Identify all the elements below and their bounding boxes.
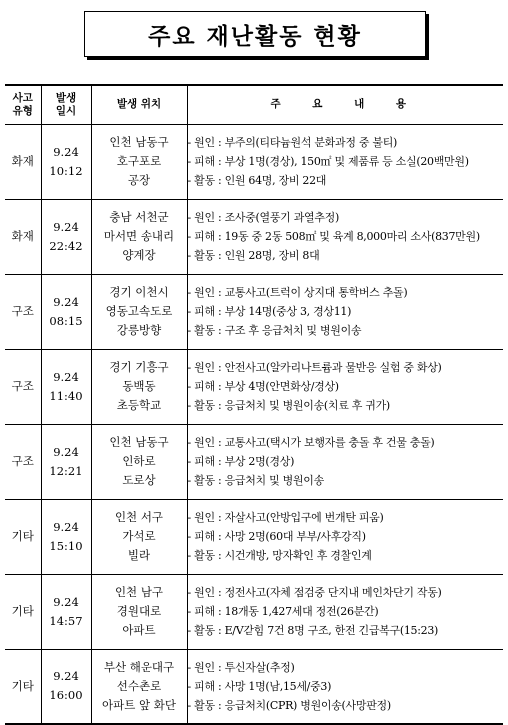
content-cell-line: - 활동 : 구조 후 응급처치 및 병원이송 [187,324,362,337]
location-cell-line: 인천 남구 [114,585,164,599]
content-cell [187,124,503,199]
content-cell-line: - 활동 : 응급처치 및 병원이송 [187,474,324,487]
content-cell-line: - 활동 : 인원 64명, 장비 22대 [187,174,327,187]
header-occurrence-time [41,85,91,124]
content-cell [187,574,503,649]
content-cell [187,499,503,574]
content-cell-line: - 활동 : 응급처치 및 병원이송(치료 후 귀가) [187,399,390,412]
occurrence-time-cell [41,124,91,199]
content-cell-line: - 원인 : 투신자살(추정) [187,660,295,674]
content-cell-line: - 피해 : 19동 중 2동 508㎡ 및 육계 8,000마리 소사(837만원) [187,230,480,243]
header-text: 유형 [12,104,33,117]
location-cell-line: 선수촌로 [116,678,162,693]
location-cell-line: 인천 남동구 [109,135,169,149]
occurrence-time-cell-line: 08:15 [49,313,83,328]
content-cell [187,199,503,274]
content-cell [187,424,503,499]
header-text: 일시 [55,104,77,117]
header-incident-type [5,85,41,124]
location-cell-line: 인하로 [122,454,156,468]
content-cell [187,649,503,724]
content-cell-line: - 피해 : 부상 4명(안면화상/경상) [187,380,339,393]
occurrence-time-cell-line: 9.24 [53,519,79,534]
location-cell-line: 마서면 송내리 [103,229,175,243]
location-cell [91,649,187,724]
location-cell-line: 공장 [127,173,151,187]
table-row [5,349,503,424]
table-row [5,424,503,499]
occurrence-time-cell [41,499,91,574]
incident-type-cell: 화재 [5,199,41,274]
location-cell-line: 강릉방향 [116,323,162,337]
table-row [5,574,503,649]
occurrence-time-cell-line: 16:00 [49,688,83,703]
content-cell-line: - 활동 : 인원 28명, 장비 8대 [187,249,320,262]
content-cell-line: - 활동 : E/V갇힘 7건 8명 구조, 한전 긴급복구(15:23) [187,624,439,637]
table-row [5,124,503,199]
occurrence-time-cell-line: 9.24 [53,669,79,684]
content-cell-line: - 원인 : 정전사고(자체 점검중 단지내 메인차단기 작동) [187,586,442,599]
content-cell-line: - 피해 : 사망 1명(남,15세/중3) [187,679,332,693]
location-cell-line: 동백동 [122,379,156,393]
content-cell-line: - 활동 : 응급처치(CPR) 병원이송(사망판정) [187,698,391,712]
incident-type-cell: 구조 [5,274,41,349]
table-row [5,649,503,724]
occurrence-time-cell [41,424,91,499]
content-cell [187,349,503,424]
header-text: 발생 [55,91,77,104]
location-cell [91,124,187,199]
table-header-row [5,85,503,124]
location-cell-line: 충남 서천군 [109,210,169,224]
header-text: 사고 [12,91,33,104]
table-row [5,499,503,574]
occurrence-time-cell [41,349,91,424]
incident-type-cell: 구조 [5,349,41,424]
location-cell [91,349,187,424]
occurrence-time-cell-line: 9.24 [53,444,79,459]
content-cell-line: - 원인 : 자살사고(안방입구에 번개탄 피움) [187,511,384,524]
location-cell-line: 도로상 [122,473,156,487]
header-content: 주 요 내 용 [187,85,503,124]
content-cell-line: - 피해 : 부상 2명(경상) [187,455,295,468]
occurrence-time-cell-line: 10:12 [49,163,83,178]
page-title: 주요 재난활동 현황 [84,11,426,57]
occurrence-time-cell-line: 22:42 [49,238,83,253]
occurrence-time-cell-line: 15:10 [49,538,83,553]
occurrence-time-cell [41,574,91,649]
header-location: 발생 위치 [91,85,187,124]
content-cell-line: - 피해 : 사망 2명(60대 부부/사후강직) [187,530,366,543]
location-cell-line: 영동고속도로 [105,304,173,318]
location-cell-line: 빌라 [127,548,151,562]
content-cell-line: - 원인 : 조사중(열풍기 과열추정) [187,211,340,224]
location-cell [91,424,187,499]
occurrence-time-cell-line: 14:57 [49,613,83,628]
location-cell-line: 경기 기흥구 [109,360,169,374]
incident-type-cell: 기타 [5,649,41,724]
occurrence-time-cell-line: 12:21 [49,463,83,478]
occurrence-time-cell-line: 9.24 [53,219,79,234]
content-cell-line: - 원인 : 안전사고(알카리나트륨과 물반응 실험 중 화상) [187,361,442,374]
content-cell-line: - 피해 : 부상 1명(경상), 150㎡ 및 제품류 등 소실(20백만원) [187,155,469,168]
content-cell [187,274,503,349]
location-cell-line: 경기 이천시 [109,285,169,299]
location-cell-line: 아파트 앞 화단 [102,697,176,712]
table-row [5,274,503,349]
location-cell-line: 아파트 [122,623,156,637]
content-cell-line: - 피해 : 부상 14명(중상 3, 경상11) [187,305,352,318]
occurrence-time-cell-line: 11:40 [49,388,83,403]
location-cell [91,274,187,349]
content-cell-line: - 활동 : 시건개방, 망자확인 후 경찰인계 [187,549,372,562]
incident-type-cell: 기타 [5,574,41,649]
occurrence-time-cell [41,274,91,349]
table-body [5,124,503,724]
location-cell-line: 호구포로 [116,154,162,168]
location-cell [91,199,187,274]
incident-type-cell: 화재 [5,124,41,199]
location-cell-line: 인천 남동구 [109,435,169,449]
location-cell-line: 인천 서구 [114,510,164,524]
disaster-activity-table [5,84,503,725]
occurrence-time-cell-line: 9.24 [53,144,79,159]
occurrence-time-cell-line: 9.24 [53,294,79,309]
content-cell-line: - 원인 : 교통사고(트럭이 상지대 통학버스 추돌) [187,286,408,299]
incident-type-cell: 구조 [5,424,41,499]
location-cell [91,574,187,649]
location-cell-line: 부산 해운대구 [103,659,175,674]
table-row [5,199,503,274]
content-cell-line: - 원인 : 교통사고(택시가 보행자를 충돌 후 건물 충돌) [187,436,435,449]
location-cell-line: 초등학교 [116,398,162,412]
content-cell-line: - 원인 : 부주의(티타늄원석 분화과정 중 불티) [187,136,398,149]
location-cell-line: 가석로 [122,529,156,543]
occurrence-time-cell-line: 9.24 [53,369,79,384]
occurrence-time-cell [41,199,91,274]
incident-type-cell: 기타 [5,499,41,574]
occurrence-time-cell-line: 9.24 [53,594,79,609]
occurrence-time-cell [41,649,91,724]
location-cell-line: 양계장 [122,248,156,262]
location-cell [91,499,187,574]
location-cell-line: 경원대로 [116,604,162,618]
content-cell-line: - 피해 : 18개동 1,427세대 정전(26분간) [187,605,379,618]
